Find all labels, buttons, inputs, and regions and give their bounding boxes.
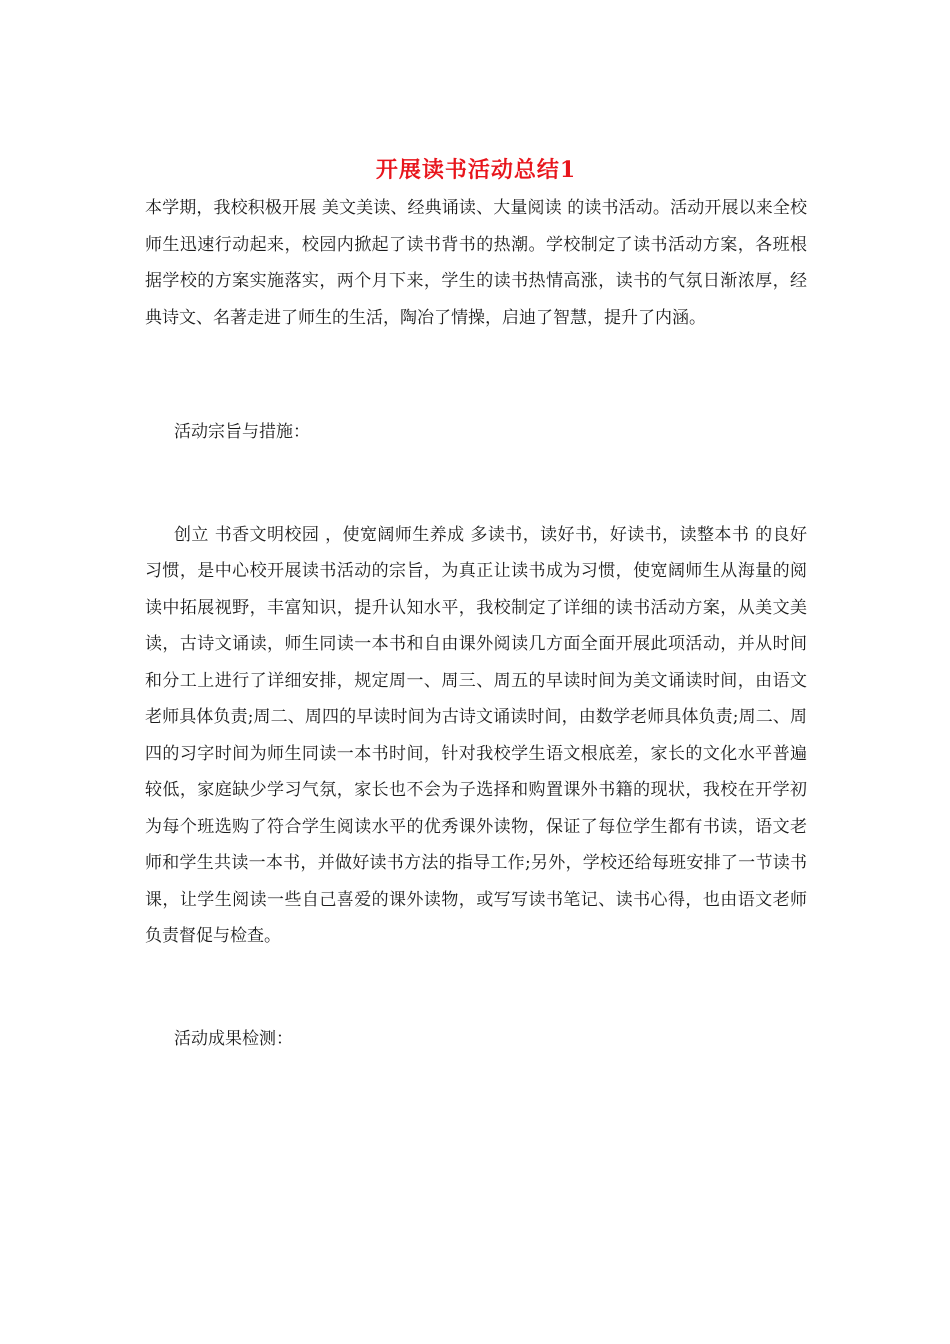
spacer [145, 955, 807, 1021]
document-page [145, 150, 807, 1057]
section-heading-aims: 活动宗旨与措施： [174, 422, 310, 442]
intro-paragraph: 本学期，我校积极开展 美文美读、经典诵读、大量阅读 的读书活动。活动开展以来全校师生迅速行动起来，校园内掀起了读书背书的热潮。学校制定了读书活动方案，各班根据学校的方案实施落实，两个月下来，学生的读书热情高涨，读书的气氛日渐浓厚，经典诗文、名著走进了师生的生活，陶冶了情操，启迪了智慧，提升了内涵。 [145, 198, 807, 328]
spacer [145, 336, 807, 414]
section-body-aims: 创立 书香文明校园 ，使宽阔师生养成 多读书，读好书，好读书，读整本书 的良好习惯，是中心校开展读书活动的宗旨，为真正让读书成为习惯，使宽阔师生从海量的阅读中拓展视野，丰富知识，提升认知水平，我校制定了详细的读书活动方案，从美文美读，古诗文诵读，师生同读一本书和自由课外阅读几方面全面开展此项活动，并从时间和分工上进行了详细安排，规定周一、周三、周五的早读时间为美文诵读时间，由语文老师具体负责;周二、周四的早读时间为古诗文诵读时间，由数学老师具体负责;周二、周四的习字时间为师生同读一本书时间，针对我校学生语文根底差，家长的文化水平普遍较低，家庭缺少学习气氛，家长也不会为子选择和购置课外书籍的现状，我校在开学初为每个班选购了符合学生阅读水平的优秀课外读物，保证了每位学生都有书读，语文老师和学生共读一本书，并做好读书方法的指导工作;另外，学校还给每班安排了一节读书课，让学生阅读一些自己喜爱的课外读物，或写写读书笔记、读书心得，也由语文老师负责督促与检查。 [145, 524, 807, 946]
section-heading-results: 活动成果检测： [174, 1028, 293, 1049]
document-title: 开展读书活动总结1 [375, 157, 577, 183]
spacer [145, 451, 807, 517]
